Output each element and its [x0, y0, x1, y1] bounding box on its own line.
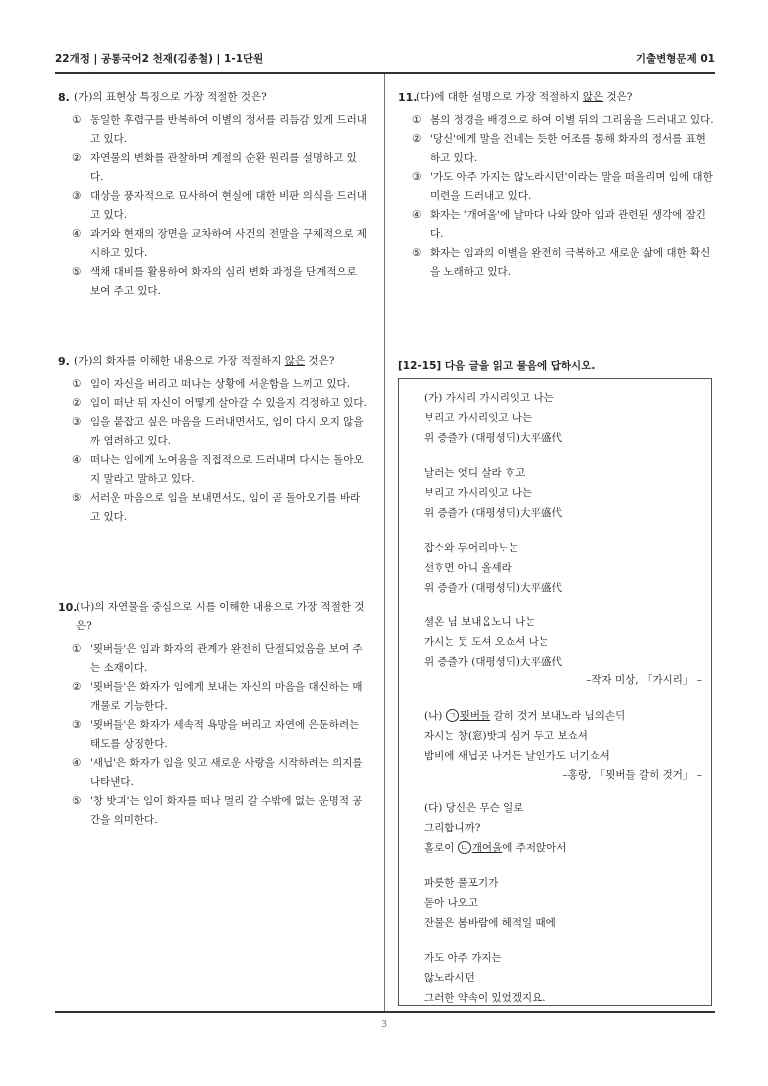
footer-rule: [55, 1011, 715, 1013]
question-number: 11.: [398, 91, 418, 104]
option-marker: ⑤: [412, 247, 422, 259]
option-text: '새닙'은 화자가 임을 잊고 새로운 사랑을 시작하려는 의지를 나타낸다.: [90, 757, 363, 788]
column-divider: [384, 74, 385, 1012]
poem-source: –홍랑, 「묏버들 갈히 것거」 –: [562, 769, 702, 781]
question-stem: (가)의 표현상 특징으로 가장 적절한 것은?: [74, 91, 267, 103]
option-marker: ①: [412, 114, 422, 126]
poem-line: 위 증즐가 (대평셩ᄃᆡ)大平盛代: [424, 582, 563, 594]
answer-option-5[interactable]: [58, 263, 370, 301]
poem-line: (다) 당신은 무슨 일로: [424, 802, 524, 814]
option-text: 임이 자신을 버리고 떠나는 상황에 서운함을 느끼고 있다.: [90, 378, 350, 390]
answer-option-3[interactable]: [58, 716, 370, 754]
option-marker: ⑤: [72, 795, 82, 807]
poem-line: 않노라시던: [424, 972, 475, 984]
question-stem: (나)의 자연물을 중심으로 시를 이해한 내용으로 가장 적절한 것은?: [76, 601, 365, 632]
poem-line: 돋아 나오고: [424, 897, 479, 909]
poem-line: 밤비에 새닙곳 나거든 날인가도 너기쇼셔: [424, 750, 610, 762]
option-text: 서러운 마음으로 임을 보내면서도, 임이 곧 돌아오기를 바라고 있다.: [90, 492, 361, 523]
poem-line: 가시ᄂᆞᆫ ᄃᆞᆺ 도셔 오쇼셔 나ᄂᆞᆫ: [424, 636, 549, 648]
passage-instruction: [12-15] 다음 글을 읽고 물음에 답하시오.: [398, 360, 596, 372]
poem-line: 셜온 님 보내ᄋᆞᆸ노니 나ᄂᆞᆫ: [424, 616, 536, 628]
page-header: [55, 51, 715, 67]
poem-line: 홀로이 ㄴ 개여울에 주저앉아서: [424, 842, 567, 854]
answer-option-1[interactable]: [58, 375, 370, 394]
question-number: 9.: [58, 355, 70, 368]
option-text: '창 밧긔'는 임이 화자를 떠나 멀리 갈 수밖에 없는 운명적 공간을 의미한다.: [90, 795, 363, 826]
answer-option-3[interactable]: [58, 413, 370, 451]
answer-option-3[interactable]: [398, 168, 714, 206]
question-number: 8.: [58, 91, 70, 104]
option-text: '묏버들'은 임과 화자의 관계가 완전히 단절되었음을 보여 주는 소재이다.: [90, 643, 363, 674]
poem-line: 잡ᄉᆞ와 두어리마ᄂᆞᄂᆞᆫ: [424, 542, 519, 554]
option-marker: ④: [72, 228, 82, 240]
answer-option-4[interactable]: [58, 754, 370, 792]
answer-option-1[interactable]: [58, 111, 370, 149]
poem-line: 잔물은 봄바람에 헤적일 때에: [424, 917, 556, 929]
poem-line: 선ᄒᆞ면 아니 올셰라: [424, 562, 512, 574]
option-marker: ③: [72, 190, 82, 202]
option-marker: ②: [412, 133, 422, 145]
option-marker: ②: [72, 397, 82, 409]
poem-line: ᄇᆞ리고 가시리잇고 나는: [424, 412, 533, 424]
poem-line: 위 증즐가 (대평셩ᄃᆡ)大平盛代: [424, 656, 563, 668]
option-text: 동일한 후렴구를 반복하여 이별의 정서를 리듬감 있게 드러내고 있다.: [90, 114, 367, 145]
answer-option-2[interactable]: [58, 678, 370, 716]
poem-line: ᄇᆞ리고 가시리잇고 나는: [424, 487, 533, 499]
answer-option-2[interactable]: [58, 394, 370, 413]
header-left: 22개정 | 공통국어2 천재(김종철) | 1-1단원: [55, 53, 264, 65]
poem-line: 위 증즐가 (대평셩ᄃᆡ)大平盛代: [424, 432, 563, 444]
option-marker: ③: [412, 171, 422, 183]
option-marker: ①: [72, 643, 82, 655]
option-text: 대상을 풍자적으로 묘사하여 현실에 대한 비판 의식을 드러내고 있다.: [90, 190, 367, 221]
option-text: 색채 대비를 활용하여 화자의 심리 변화 과정을 단계적으로 보여 주고 있다.: [90, 266, 357, 297]
option-marker: ②: [72, 681, 82, 693]
answer-option-4[interactable]: [58, 451, 370, 489]
option-marker: ④: [72, 757, 82, 769]
option-marker: ②: [72, 152, 82, 164]
poem-line: (나) ㄱ 묏버들 갈히 것거 보내노라 님의손ᄃᆡ: [424, 710, 626, 722]
underlined-word: 개여울: [471, 842, 503, 854]
poem-line: 그리합니까?: [424, 822, 481, 834]
answer-option-2[interactable]: [58, 149, 370, 187]
underlined-word: 않은: [582, 91, 604, 103]
option-marker: ①: [72, 114, 82, 126]
answer-option-3[interactable]: [58, 187, 370, 225]
poem-line: 날러는 엇디 살라 ᄒᆞ고: [424, 467, 526, 479]
circle-mark-1: ㄱ: [446, 709, 459, 722]
poem-line: 파릇한 풀포기가: [424, 877, 499, 889]
option-marker: ⑤: [72, 266, 82, 278]
answer-option-5[interactable]: [398, 244, 714, 282]
question-number: 10.: [58, 601, 78, 614]
option-marker: ④: [72, 454, 82, 466]
answer-option-4[interactable]: [58, 225, 370, 263]
poem-line: 가도 아주 가지는: [424, 952, 502, 964]
option-marker: ①: [72, 378, 82, 390]
option-text: 임을 붙잡고 싶은 마음을 드러내면서도, 임이 다시 오지 않을까 염려하고 있다.: [90, 416, 364, 447]
underlined-word: 묏버들: [459, 710, 491, 722]
question-10: [58, 598, 370, 830]
option-marker: ③: [72, 719, 82, 731]
option-text: '가도 아주 가지는 않노라시던'이라는 말을 떠올리며 임에 대한 미련을 드러내고 있다.: [430, 171, 713, 202]
option-text: 화자는 임과의 이별을 완전히 극복하고 새로운 삶에 대한 확신을 노래하고 있다.: [430, 247, 711, 278]
option-text: 임이 떠난 뒤 자신이 어떻게 살아갈 수 있을지 걱정하고 있다.: [90, 397, 367, 409]
option-marker: ⑤: [72, 492, 82, 504]
answer-option-5[interactable]: [58, 792, 370, 830]
question-9: 9. (가)의 화자를 이해한 내용으로 가장 적절하지 않은 것은? ① 임이 자신을 버리고 떠나는 상황에 서운함을 느끼고 있다. ② 임이 떠난 뒤 자신이 어떻게 살아갈 수 있을지 걱정하고 있다. ③ 임을 붙잡고 싶은 마음을 드러내면서도, 임이 다시 오지 않을까 염려하고 있다. ④ 떠나는 임에게 노여움을 직접적으로 드러내며 다시는 돌아오지 말라고 말하고 있다. ⑤ 서러운 마음으로 임을 보내면서도, 임이 곧 돌아오기를 바라고 있다.: [58, 352, 370, 527]
answer-option-1[interactable]: [398, 111, 714, 130]
option-marker: ③: [72, 416, 82, 428]
option-text: 과거와 현재의 장면을 교차하여 사건의 전말을 구체적으로 제시하고 있다.: [90, 228, 367, 259]
underlined-word: 않은: [284, 355, 306, 367]
poem-line: (가) 가시리 가시리잇고 나는: [424, 392, 554, 404]
option-text: '묏버들'은 화자가 세속적 욕망을 버리고 자연에 은둔하려는 태도를 상징한다.: [90, 719, 360, 750]
poem-line: 위 증즐가 (대평셩ᄃᆡ)大平盛代: [424, 507, 563, 519]
option-text: 떠나는 임에게 노여움을 직접적으로 드러내며 다시는 돌아오지 말라고 말하고 있다.: [90, 454, 364, 485]
circle-mark-2: ㄴ: [458, 841, 471, 854]
option-text: 화자는 '개여울'에 날마다 나와 앉아 임과 관련된 생각에 잠긴다.: [430, 209, 706, 240]
option-text: '묏버들'은 화자가 임에게 보내는 자신의 마음을 대신하는 매개물로 기능한다.: [90, 681, 363, 712]
question-11: 11. (다)에 대한 설명으로 가장 적절하지 않은 것은? ① 봄의 정경을 배경으로 하여 이별 뒤의 그리움을 드러내고 있다. ② '당신'에게 말을 건네는 듯한 어조를 통해 화자의 정서를 표현하고 있다. ③ '가도 아주 가지는 않노라시던'이라는 말을 떠올리며 임에 대한 미련을 드러내고 있다. ④ 화자는 '개여울'에 날마다 나와 앉아 임과 관련된 생각에 잠긴다. ⑤ 화자는 임과의 이별을 완전히 극복하고 새로운 삶에 대한 확신을 노래하고 있다.: [398, 88, 714, 282]
poem-line: 자시ᄂᆞᆫ 창(窓)밧긔 심거 두고 보쇼셔: [424, 730, 588, 742]
header-rule: [55, 72, 715, 74]
page-number: 3: [380, 1019, 388, 1030]
answer-option-1[interactable]: [58, 640, 370, 678]
answer-option-5[interactable]: [58, 489, 370, 527]
answer-option-2[interactable]: [398, 130, 714, 168]
option-marker: ④: [412, 209, 422, 221]
option-text: 봄의 정경을 배경으로 하여 이별 뒤의 그리움을 드러내고 있다.: [430, 114, 714, 126]
poem-source: –작자 미상, 「가시리」 –: [586, 674, 702, 686]
answer-option-4[interactable]: [398, 206, 714, 244]
option-text: 자연물의 변화를 관찰하며 계절의 순환 원리를 설명하고 있다.: [90, 152, 357, 183]
poem-line: 그러한 약속이 있었겠지요.: [424, 992, 546, 1004]
question-8: [58, 88, 370, 301]
option-text: '당신'에게 말을 건네는 듯한 어조를 통해 화자의 정서를 표현하고 있다.: [430, 133, 706, 164]
header-right: 기출변형문제 01: [635, 53, 715, 65]
